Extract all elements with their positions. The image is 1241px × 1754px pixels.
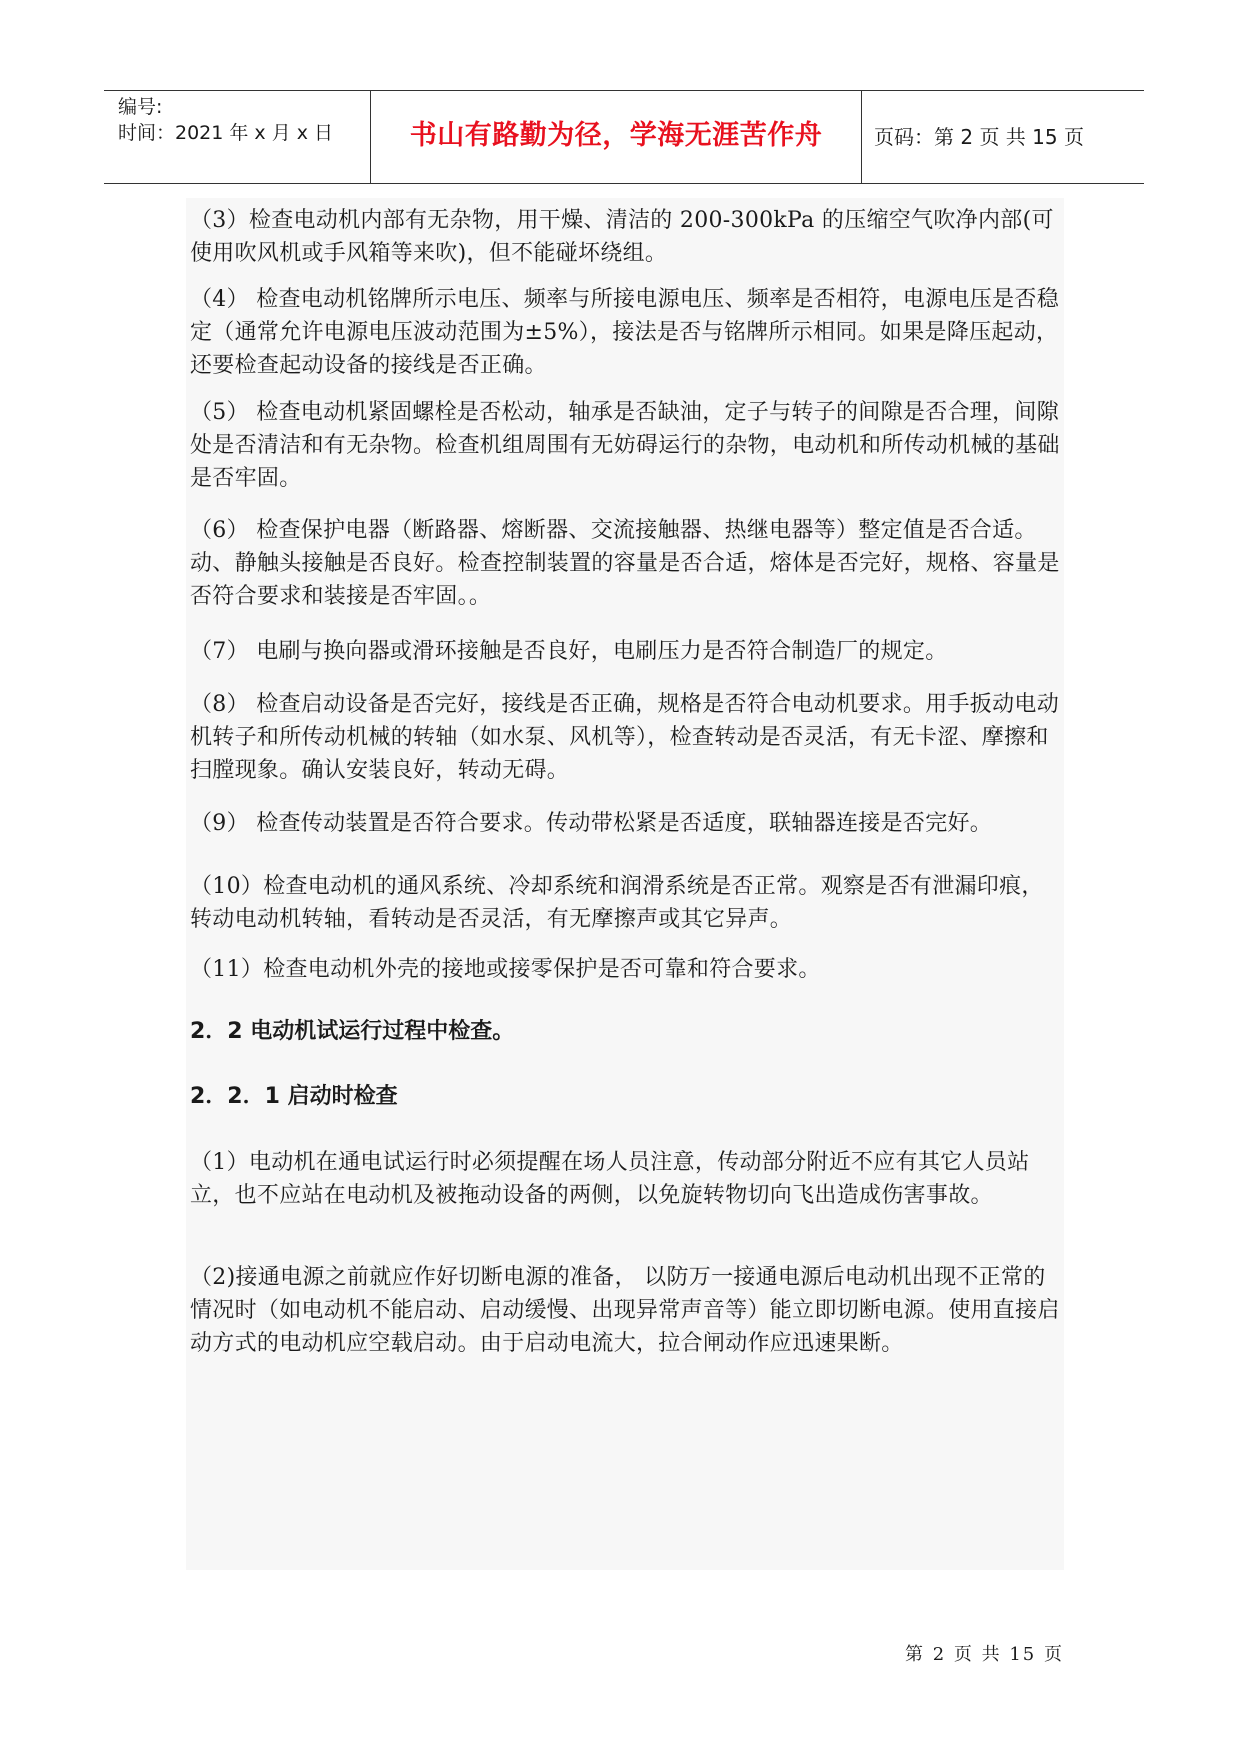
page-footer: 第 2 页 共 15 页 (905, 1644, 1064, 1665)
header-motto-cell (371, 91, 862, 183)
page-header (104, 90, 1144, 184)
paragraph-4: （4） 检查电动机铭牌所示电压、频率与所接电源电压、频率是否相符，电源电压是否稳定（通常允许电源电压波动范围为±5%），接法是否与铭牌所示相同。如果是降压起动，还要检查起动设备的接线是否正确。 (190, 287, 1059, 378)
paragraph-5: （5） 检查电动机紧固螺栓是否松动，轴承是否缺油，定子与转子的间隙是否合理，间隙处是否清洁和有无杂物。检查机组周围有无妨碍运行的杂物，电动机和所传动机械的基础是否牢固。 (190, 400, 1060, 491)
section-heading-2-2-1: 2．2．1 启动时检查 (190, 1084, 398, 1109)
header-meta-cell (104, 91, 371, 183)
motto-text: 书山有路勤为径，学海无涯苦作舟 (409, 120, 823, 151)
paragraph-start-1: （1）电动机在通电试运行时必须提醒在场人员注意，传动部分附近不应有其它人员站立，也不应站在电动机及被拖动设备的两侧，以免旋转物切向飞出造成伤害事故。 (190, 1150, 1030, 1208)
paragraph-9: （9） 检查传动装置是否符合要求。传动带松紧是否适度，联轴器连接是否完好。 (190, 811, 993, 836)
section-heading-2-2: 2．2 电动机试运行过程中检查。 (190, 1019, 515, 1044)
paragraph-start-2: （2)接通电源之前就应作好切断电源的准备， 以防万一接通电源后电动机出现不正常的情况时（如电动机不能启动、启动缓慢、出现异常声音等）能立即切断电源。使用直接启动方式的电动机应空载启动。由于启动电流大，拉合闸动作应迅速果断。 (190, 1265, 1060, 1356)
header-page-label: 页码：第 2 页 共 15 页 (874, 125, 1084, 149)
paragraph-7: （7） 电刷与换向器或滑环接触是否良好，电刷压力是否符合制造厂的规定。 (190, 639, 948, 664)
time-label: 时间：2021 年 x 月 x 日 (118, 122, 334, 144)
paragraph-6: （6） 检查保护电器（断路器、熔断器、交流接触器、热继电器等）整定值是否合适。动、静触头接触是否良好。检查控制装置的容量是否合适，熔体是否完好，规格、容量是否符合要求和装接是否牢固。。 (190, 518, 1060, 609)
paragraph-3: （3）检查电动机内部有无杂物，用干燥、清洁的 200-300kPa 的压缩空气吹净内部(可使用吹风机或手风箱等来吹)，但不能碰坏绕组。 (190, 208, 1054, 266)
paragraph-11: （11）检查电动机外壳的接地或接零保护是否可靠和符合要求。 (190, 957, 821, 982)
document-body (186, 198, 1064, 1570)
paragraph-8: （8） 检查启动设备是否完好，接线是否正确，规格是否符合电动机要求。用手扳动电动机转子和所传动机械的转轴（如水泵、风机等），检查转动是否灵活，有无卡涩、摩擦和扫膛现象。确认安装良好，转动无碍。 (190, 692, 1059, 783)
serial-label: 编号: (118, 96, 163, 118)
paragraph-10: （10）检查电动机的通风系统、冷却系统和润滑系统是否正常。观察是否有泄漏印痕，转动电动机转轴，看转动是否灵活，有无摩擦声或其它异声。 (190, 874, 1044, 932)
